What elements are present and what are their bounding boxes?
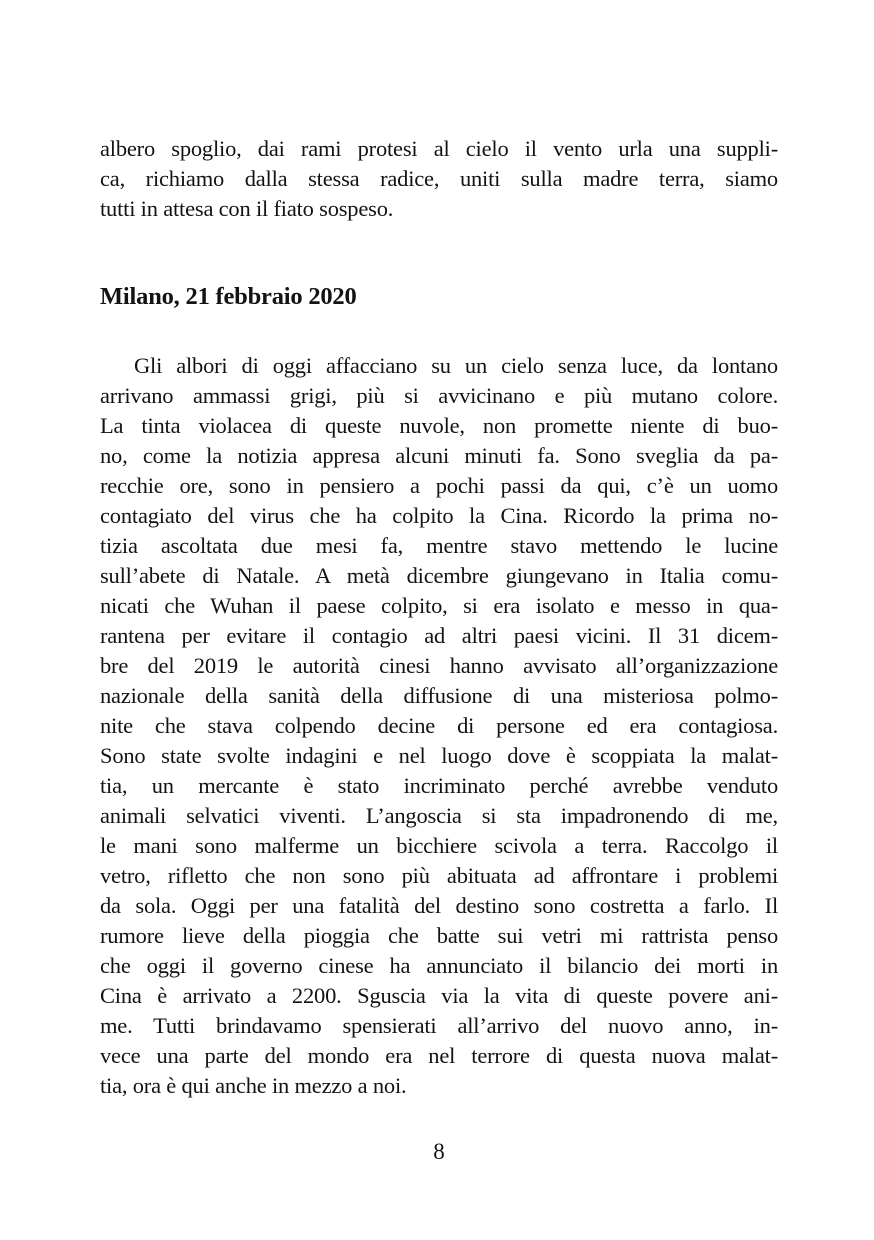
text-line: rumore lieve della pioggia che batte sui vetri mi rattrista penso (100, 923, 778, 948)
text-line: ca, richiamo dalla stessa radice, uniti sulla madre terra, siamo (100, 166, 778, 191)
text-line: Gli albori di oggi affacciano su un cielo senza luce, da lontano (134, 353, 778, 378)
text-line: recchie ore, sono in pensiero a pochi passi da qui, c’è un uomo (100, 473, 778, 498)
text-line: Sono state svolte indagini e nel luogo dove è scoppiata la malat- (100, 743, 778, 768)
text-line: vece una parte del mondo era nel terrore di questa nuova malat- (100, 1043, 778, 1068)
text-line: contagiato del virus che ha colpito la Cina. Ricordo la prima no- (100, 503, 778, 528)
text-line: tia, un mercante è stato incriminato perché avrebbe venduto (100, 773, 778, 798)
paragraph-continuation (100, 134, 778, 224)
text-line: tizia ascoltata due mesi fa, mentre stavo mettendo le lucine (100, 533, 778, 558)
text-line: Cina è arrivato a 2200. Sguscia via la vita di queste povere ani- (100, 983, 778, 1008)
date-heading: Milano, 21 febbraio 2020 (100, 283, 357, 310)
text-line: albero spoglio, dai rami protesi al cielo il vento urla una suppli- (100, 136, 778, 161)
page-number: 8 (433, 1139, 445, 1164)
text-line: bre del 2019 le autorità cinesi hanno avvisato all’organizzazione (100, 653, 778, 678)
text-line: nicati che Wuhan il paese colpito, si era isolato e messo in qua- (100, 593, 778, 618)
text-line: no, come la notizia appresa alcuni minuti fa. Sono sveglia da pa- (100, 443, 778, 468)
text-line: me. Tutti brindavamo spensierati all’arrivo del nuovo anno, in- (100, 1013, 778, 1038)
text-line: nazionale della sanità della diffusione di una misteriosa polmo- (100, 683, 778, 708)
text-line: da sola. Oggi per una fatalità del destino sono costretta a farlo. Il (100, 893, 778, 918)
text-line: tia, ora è qui anche in mezzo a noi. (100, 1073, 407, 1098)
text-line: nite che stava colpendo decine di persone ed era contagiosa. (100, 713, 778, 738)
text-line: La tinta violacea di queste nuvole, non promette niente di buo- (100, 413, 778, 438)
text-line: che oggi il governo cinese ha annunciato il bilancio dei morti in (100, 953, 778, 978)
text-line: animali selvatici viventi. L’angoscia si sta impadronendo di me, (100, 803, 778, 828)
text-line: rantena per evitare il contagio ad altri paesi vicini. Il 31 dicem- (100, 623, 778, 648)
diary-paragraph (100, 351, 778, 1101)
text-line: tutti in attesa con il fiato sospeso. (100, 196, 394, 221)
text-line: vetro, rifletto che non sono più abituata ad affrontare i problemi (100, 863, 778, 888)
text-line: le mani sono malferme un bicchiere scivola a terra. Raccolgo il (100, 833, 778, 858)
text-line: sull’abete di Natale. A metà dicembre giungevano in Italia comu- (100, 563, 778, 588)
text-line: arrivano ammassi grigi, più si avvicinano e più mutano colore. (100, 383, 778, 408)
